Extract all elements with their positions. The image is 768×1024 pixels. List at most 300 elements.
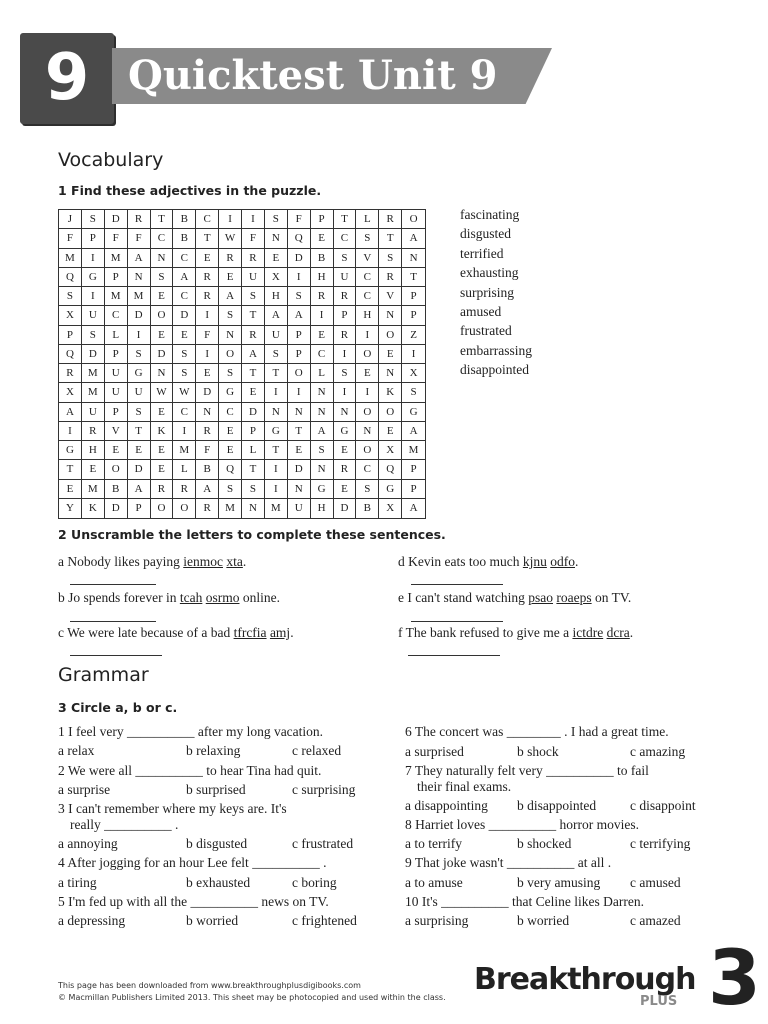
- grid-cell: S: [242, 287, 265, 306]
- grid-cell: U: [105, 383, 128, 402]
- grid-cell: C: [219, 403, 242, 422]
- grid-cell: E: [173, 326, 196, 345]
- option-b[interactable]: b relaxing: [186, 743, 241, 758]
- grid-cell: A: [59, 403, 82, 422]
- grid-cell: E: [151, 326, 174, 345]
- grid-cell: D: [128, 460, 151, 479]
- grid-cell: C: [173, 287, 196, 306]
- grid-cell: M: [105, 249, 128, 268]
- grid-cell: D: [105, 499, 128, 518]
- grid-cell: S: [265, 345, 288, 364]
- grid-cell: R: [196, 422, 219, 441]
- grid-cell: N: [265, 229, 288, 248]
- grid-cell: C: [105, 306, 128, 325]
- grammar-heading: Grammar: [58, 664, 149, 686]
- grid-cell: E: [151, 460, 174, 479]
- grid-cell: N: [402, 249, 425, 268]
- grid-cell: M: [82, 364, 105, 383]
- grid-cell: N: [311, 383, 334, 402]
- grid-cell: E: [288, 441, 311, 460]
- grid-cell: A: [402, 422, 425, 441]
- grid-cell: B: [356, 499, 379, 518]
- grid-cell: C: [173, 249, 196, 268]
- grid-cell: O: [356, 403, 379, 422]
- grid-cell: I: [288, 268, 311, 287]
- sentence-e: e I can't stand watching psao roaeps on TV.: [398, 590, 632, 605]
- grid-cell: N: [151, 364, 174, 383]
- grid-cell: G: [219, 383, 242, 402]
- grid-cell: U: [82, 306, 105, 325]
- grid-cell: P: [402, 460, 425, 479]
- grid-cell: I: [265, 383, 288, 402]
- option-c[interactable]: c relaxed: [292, 743, 342, 758]
- grid-cell: T: [59, 460, 82, 479]
- grid-cell: X: [379, 441, 402, 460]
- grid-cell: M: [173, 441, 196, 460]
- word-list-item: fascinating: [460, 207, 520, 222]
- grid-cell: H: [265, 287, 288, 306]
- grid-cell: M: [105, 287, 128, 306]
- grid-cell: I: [219, 210, 242, 229]
- grid-cell: L: [311, 364, 334, 383]
- grid-cell: D: [151, 345, 174, 364]
- grid-cell: E: [82, 460, 105, 479]
- grid-cell: N: [196, 403, 219, 422]
- grid-cell: L: [105, 326, 128, 345]
- option-a[interactable]: a to amuse: [405, 875, 463, 890]
- grid-cell: T: [242, 460, 265, 479]
- grid-cell: S: [128, 345, 151, 364]
- unit-number: 9: [44, 41, 90, 115]
- grid-cell: O: [219, 345, 242, 364]
- option-b[interactable]: b shock: [517, 744, 559, 759]
- answer-blank-a[interactable]: [70, 583, 156, 585]
- grid-cell: T: [265, 441, 288, 460]
- grid-cell: W: [219, 229, 242, 248]
- option-c[interactable]: c terrifying: [630, 836, 691, 851]
- grid-cell: E: [151, 287, 174, 306]
- grid-cell: R: [334, 326, 357, 345]
- grid-cell: S: [356, 229, 379, 248]
- grid-cell: E: [151, 403, 174, 422]
- answer-blank-e[interactable]: [411, 620, 503, 622]
- grid-cell: H: [356, 306, 379, 325]
- grid-cell: S: [82, 326, 105, 345]
- grid-cell: P: [288, 345, 311, 364]
- brand-plus: PLUS: [640, 994, 678, 1009]
- grid-cell: S: [379, 249, 402, 268]
- grid-cell: D: [105, 210, 128, 229]
- grid-cell: N: [311, 460, 334, 479]
- grid-cell: R: [334, 460, 357, 479]
- grid-cell: Q: [59, 345, 82, 364]
- option-b[interactable]: b exhausted: [186, 875, 251, 890]
- option-a[interactable]: a relax: [58, 743, 95, 758]
- word-list-item: embarrassing: [460, 342, 532, 358]
- grid-cell: D: [288, 460, 311, 479]
- option-b[interactable]: b very amusing: [517, 875, 601, 890]
- grid-cell: I: [196, 306, 219, 325]
- word-list-item: exhausting: [460, 265, 519, 281]
- grid-cell: S: [311, 441, 334, 460]
- brand-logo: Breakthrough: [474, 962, 696, 997]
- word-list-item: disgusted: [460, 226, 512, 242]
- option-b[interactable]: b shocked: [517, 836, 572, 851]
- grid-cell: M: [402, 441, 425, 460]
- grid-cell: N: [379, 364, 402, 383]
- grid-cell: T: [242, 364, 265, 383]
- grid-cell: V: [105, 422, 128, 441]
- grid-cell: V: [379, 287, 402, 306]
- grid-cell: I: [356, 326, 379, 345]
- grid-cell: S: [219, 306, 242, 325]
- grid-cell: X: [59, 383, 82, 402]
- answer-blank-c[interactable]: [70, 654, 162, 656]
- grid-cell: M: [82, 383, 105, 402]
- grid-cell: G: [128, 364, 151, 383]
- grid-cell: B: [196, 460, 219, 479]
- option-a[interactable]: a annoying: [58, 836, 118, 851]
- grid-cell: N: [242, 499, 265, 518]
- grid-cell: D: [288, 249, 311, 268]
- grid-cell: C: [196, 210, 219, 229]
- grid-cell: J: [59, 210, 82, 229]
- grid-cell: R: [196, 268, 219, 287]
- grid-cell: G: [59, 441, 82, 460]
- grid-cell: T: [151, 210, 174, 229]
- sentence-b: b Jo spends forever in tcah osrmo online.: [58, 590, 280, 605]
- grid-cell: C: [356, 287, 379, 306]
- grid-cell: S: [173, 345, 196, 364]
- grid-cell: E: [334, 480, 357, 499]
- grid-cell: E: [196, 249, 219, 268]
- grid-cell: M: [265, 499, 288, 518]
- option-a[interactable]: a surprise: [58, 782, 111, 797]
- grid-cell: R: [196, 499, 219, 518]
- grid-cell: R: [334, 287, 357, 306]
- question-1: 1 I feel very __________ after my long vacation.: [58, 724, 324, 739]
- grid-cell: S: [402, 383, 425, 402]
- grid-cell: S: [173, 364, 196, 383]
- grid-cell: P: [334, 306, 357, 325]
- grid-cell: C: [356, 460, 379, 479]
- page-title: Quicktest Unit 9: [128, 52, 498, 99]
- grid-cell: R: [379, 268, 402, 287]
- grid-cell: I: [265, 460, 288, 479]
- grid-cell: D: [196, 383, 219, 402]
- sentence-a: a Nobody likes paying ienmoc xta.: [58, 554, 247, 569]
- grid-cell: P: [402, 306, 425, 325]
- grid-cell: N: [128, 268, 151, 287]
- grid-cell: E: [151, 441, 174, 460]
- grid-cell: P: [105, 403, 128, 422]
- grid-cell: R: [128, 210, 151, 229]
- grid-cell: C: [311, 345, 334, 364]
- grid-cell: D: [334, 499, 357, 518]
- grid-cell: F: [59, 229, 82, 248]
- grid-cell: O: [356, 441, 379, 460]
- grid-cell: R: [173, 480, 196, 499]
- option-b[interactable]: b worried: [517, 913, 570, 928]
- grid-cell: P: [82, 229, 105, 248]
- grid-cell: T: [128, 422, 151, 441]
- grid-cell: D: [173, 306, 196, 325]
- grid-cell: E: [311, 229, 334, 248]
- option-c[interactable]: c frustrated: [292, 836, 354, 851]
- grid-cell: E: [379, 345, 402, 364]
- grid-cell: R: [242, 326, 265, 345]
- grid-cell: Z: [402, 326, 425, 345]
- grid-cell: E: [219, 268, 242, 287]
- option-a[interactable]: a surprising: [405, 913, 469, 928]
- grid-cell: P: [59, 326, 82, 345]
- grid-cell: R: [59, 364, 82, 383]
- grid-cell: S: [59, 287, 82, 306]
- grid-cell: V: [356, 249, 379, 268]
- option-a[interactable]: a to terrify: [405, 836, 462, 851]
- grid-cell: X: [59, 306, 82, 325]
- exercise-3-instruction: 3 Circle a, b or c.: [58, 700, 178, 715]
- option-a[interactable]: a disappointing: [405, 798, 488, 813]
- grid-cell: N: [219, 326, 242, 345]
- sentence-d: d Kevin eats too much kjnu odfo.: [398, 554, 579, 569]
- grid-cell: E: [196, 364, 219, 383]
- grid-cell: S: [128, 403, 151, 422]
- grid-cell: A: [288, 306, 311, 325]
- question-4: 4 After jogging for an hour Lee felt __________ .: [58, 855, 327, 870]
- option-a[interactable]: a depressing: [58, 913, 126, 928]
- word-list-item: frustrated: [460, 323, 512, 339]
- sentence-c: c We were late because of a bad tfrcfia amj.: [58, 625, 294, 640]
- answer-blank-d[interactable]: [411, 583, 503, 585]
- grid-cell: I: [59, 422, 82, 441]
- option-a[interactable]: a tiring: [58, 875, 97, 890]
- grid-cell: G: [82, 268, 105, 287]
- grid-cell: C: [356, 268, 379, 287]
- grid-cell: S: [82, 210, 105, 229]
- question-7: 7 They naturally felt very __________ to fail: [405, 763, 649, 778]
- grid-cell: U: [334, 268, 357, 287]
- grid-cell: N: [356, 422, 379, 441]
- grid-cell: C: [173, 403, 196, 422]
- grid-cell: I: [334, 383, 357, 402]
- grid-cell: E: [219, 422, 242, 441]
- grid-cell: E: [242, 383, 265, 402]
- grid-cell: E: [265, 249, 288, 268]
- grid-cell: B: [311, 249, 334, 268]
- grid-cell: T: [334, 210, 357, 229]
- grid-cell: S: [356, 480, 379, 499]
- grid-cell: I: [82, 249, 105, 268]
- grid-cell: N: [151, 249, 174, 268]
- grid-cell: E: [379, 422, 402, 441]
- grid-cell: A: [128, 249, 151, 268]
- grid-cell: S: [334, 249, 357, 268]
- grid-cell: U: [288, 499, 311, 518]
- grid-cell: A: [173, 268, 196, 287]
- grid-cell: T: [379, 229, 402, 248]
- grid-cell: P: [128, 499, 151, 518]
- grid-cell: A: [242, 345, 265, 364]
- grid-cell: G: [311, 480, 334, 499]
- option-c[interactable]: c surprising: [292, 782, 356, 797]
- question-6: 6 The concert was ________ . I had a great time.: [405, 724, 669, 739]
- grid-cell: I: [242, 210, 265, 229]
- grid-cell: A: [311, 422, 334, 441]
- grid-cell: E: [356, 364, 379, 383]
- option-b[interactable]: b surprised: [186, 782, 246, 797]
- grid-cell: F: [196, 441, 219, 460]
- grid-cell: S: [288, 287, 311, 306]
- option-c[interactable]: c amazing: [630, 744, 686, 759]
- vocabulary-heading: Vocabulary: [58, 149, 164, 171]
- grid-cell: B: [173, 229, 196, 248]
- grid-cell: Q: [219, 460, 242, 479]
- grid-cell: A: [402, 229, 425, 248]
- grid-cell: D: [128, 306, 151, 325]
- grid-cell: E: [311, 326, 334, 345]
- grid-cell: S: [219, 480, 242, 499]
- grid-cell: E: [105, 441, 128, 460]
- grid-cell: I: [402, 345, 425, 364]
- grid-cell: L: [242, 441, 265, 460]
- grid-cell: P: [402, 287, 425, 306]
- grid-cell: N: [379, 306, 402, 325]
- grid-cell: H: [311, 268, 334, 287]
- grid-cell: N: [288, 480, 311, 499]
- grid-cell: U: [82, 403, 105, 422]
- grid-cell: C: [334, 229, 357, 248]
- grid-cell: T: [196, 229, 219, 248]
- option-c[interactable]: c amused: [630, 875, 681, 890]
- grid-cell: F: [242, 229, 265, 248]
- grid-cell: I: [311, 306, 334, 325]
- grid-cell: I: [288, 383, 311, 402]
- grid-cell: S: [334, 364, 357, 383]
- question-9: 9 That joke wasn't __________ at all .: [405, 855, 612, 870]
- grid-cell: I: [334, 345, 357, 364]
- grid-cell: E: [219, 441, 242, 460]
- grid-cell: E: [334, 441, 357, 460]
- grid-cell: U: [265, 326, 288, 345]
- grid-cell: G: [334, 422, 357, 441]
- option-a[interactable]: a surprised: [405, 744, 464, 759]
- grid-cell: T: [402, 268, 425, 287]
- grid-cell: O: [151, 499, 174, 518]
- grid-cell: M: [59, 249, 82, 268]
- word-list-item: disappointed: [460, 362, 529, 378]
- grid-cell: A: [219, 287, 242, 306]
- option-c[interactable]: c frightened: [292, 913, 357, 928]
- grid-cell: U: [128, 383, 151, 402]
- question-7-cont: their final exams.: [417, 779, 512, 794]
- grid-cell: I: [265, 480, 288, 499]
- answer-blank-f[interactable]: [408, 654, 500, 656]
- option-b[interactable]: b disgusted: [186, 836, 248, 851]
- grid-cell: H: [311, 499, 334, 518]
- grid-cell: R: [311, 287, 334, 306]
- grid-cell: O: [105, 460, 128, 479]
- grid-cell: D: [242, 403, 265, 422]
- grid-cell: P: [105, 268, 128, 287]
- grid-cell: I: [196, 345, 219, 364]
- grid-cell: A: [128, 480, 151, 499]
- grid-cell: F: [196, 326, 219, 345]
- grid-cell: O: [379, 326, 402, 345]
- option-b[interactable]: b disappointed: [517, 798, 597, 813]
- exercise-2-instruction: 2 Unscramble the letters to complete these sentences.: [58, 527, 446, 542]
- footer-download-note: This page has been downloaded from www.breakthroughplusdigibooks.com: [58, 981, 361, 990]
- question-10: 10 It's __________ that Celine likes Darren.: [405, 894, 645, 909]
- grid-cell: T: [288, 422, 311, 441]
- grid-cell: O: [288, 364, 311, 383]
- grid-cell: F: [128, 229, 151, 248]
- grid-cell: B: [105, 480, 128, 499]
- grid-cell: R: [242, 249, 265, 268]
- exercise-1-instruction: 1 Find these adjectives in the puzzle.: [58, 183, 322, 198]
- grid-cell: N: [311, 403, 334, 422]
- grid-cell: S: [219, 364, 242, 383]
- grid-cell: I: [128, 326, 151, 345]
- grid-cell: R: [379, 210, 402, 229]
- grid-cell: L: [356, 210, 379, 229]
- question-3-cont: really __________ .: [70, 817, 179, 832]
- grid-cell: I: [173, 422, 196, 441]
- grid-cell: G: [402, 403, 425, 422]
- grid-cell: T: [242, 306, 265, 325]
- grid-cell: G: [379, 480, 402, 499]
- grid-cell: S: [242, 480, 265, 499]
- grid-cell: O: [173, 499, 196, 518]
- question-5: 5 I'm fed up with all the __________ news on TV.: [58, 894, 329, 909]
- option-c[interactable]: c disappoint: [630, 798, 696, 813]
- grid-cell: N: [265, 403, 288, 422]
- grid-cell: S: [265, 210, 288, 229]
- answer-blank-b[interactable]: [70, 620, 156, 622]
- grid-cell: R: [196, 287, 219, 306]
- grid-cell: N: [334, 403, 357, 422]
- grid-cell: Y: [59, 499, 82, 518]
- grid-cell: T: [265, 364, 288, 383]
- grid-cell: L: [173, 460, 196, 479]
- grid-cell: P: [311, 210, 334, 229]
- grid-cell: G: [265, 422, 288, 441]
- grid-cell: X: [379, 499, 402, 518]
- grid-cell: A: [196, 480, 219, 499]
- grid-cell: U: [105, 364, 128, 383]
- grid-cell: X: [265, 268, 288, 287]
- grid-cell: M: [82, 480, 105, 499]
- grid-cell: P: [288, 326, 311, 345]
- grid-cell: X: [402, 364, 425, 383]
- option-b[interactable]: b worried: [186, 913, 239, 928]
- grid-cell: M: [219, 499, 242, 518]
- grid-cell: S: [151, 268, 174, 287]
- grid-cell: H: [82, 441, 105, 460]
- grid-cell: U: [242, 268, 265, 287]
- grid-cell: Q: [59, 268, 82, 287]
- grid-cell: O: [356, 345, 379, 364]
- grid-cell: K: [82, 499, 105, 518]
- word-list: [460, 205, 532, 380]
- option-c[interactable]: c boring: [292, 875, 337, 890]
- word-list-item: terrified: [460, 245, 504, 261]
- word-search-grid: [58, 209, 426, 519]
- grid-cell: W: [173, 383, 196, 402]
- word-list-item: amused: [460, 304, 502, 320]
- option-c[interactable]: c amazed: [630, 913, 681, 928]
- grid-cell: E: [128, 441, 151, 460]
